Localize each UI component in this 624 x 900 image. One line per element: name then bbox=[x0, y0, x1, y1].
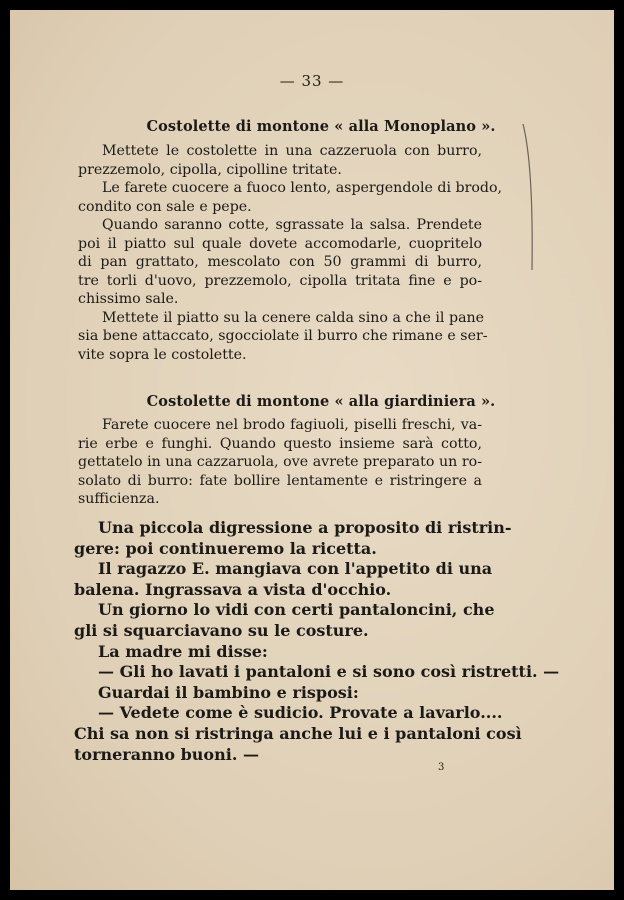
text-line: Mettete il piatto su la cenere calda sino a che il pane bbox=[102, 309, 485, 326]
text-line: Mettete le costolette in una cazzeruola con burro, bbox=[102, 143, 482, 159]
text-line: La madre mi disse: bbox=[98, 641, 268, 661]
recipe-title-giardiniera: Costolette di montone « alla giardiniera ». bbox=[146, 393, 496, 410]
text-line: gli si squarciavano su le costure. bbox=[74, 620, 369, 640]
text-line: balena. Ingrassava a vista d'occhio. bbox=[74, 579, 392, 599]
text-line: torneranno buoni. — bbox=[74, 744, 259, 764]
text-line: chissimo sale. bbox=[78, 291, 179, 307]
text-line: di pan grattato, mescolato con 50 grammi di burro, bbox=[78, 254, 482, 270]
recipe-title-monoplano: Costolette di montone « alla Monoplano ». bbox=[146, 118, 496, 135]
page-edge-crease bbox=[521, 122, 535, 272]
text-line: Le farete cuocere a fuoco lento, aspergendole di brodo, bbox=[102, 180, 503, 196]
text-line: — Vedete come è sudicio. Provate a lavarlo.... bbox=[98, 703, 503, 723]
text-line: prezzemolo, cipolla, cipolline tritate. bbox=[78, 161, 342, 178]
text-line: vite sopra le costolette. bbox=[78, 346, 247, 363]
recipe-body-giardiniera bbox=[78, 416, 482, 509]
text-line: sufficienza. bbox=[78, 491, 160, 507]
text-line: Farete cuocere nel brodo fagiuoli, piselli freschi, va- bbox=[102, 417, 482, 433]
text-line: condito con sale e pepe. bbox=[78, 198, 252, 215]
text-line: Una piccola digressione a proposito di ristrin- bbox=[98, 518, 512, 537]
digression-anecdote bbox=[74, 518, 560, 765]
text-line: Chi sa non si ristringa anche lui e i pantaloni così bbox=[74, 723, 522, 743]
text-line: gettatelo in una cazzaruola, ove avrete preparato un ro- bbox=[78, 454, 482, 470]
text-line: solato di burro: fate bollire lentamente e ristringere a bbox=[78, 472, 482, 489]
text-line: poi il piatto sul quale dovete accomodarle, cuopritelo bbox=[78, 235, 482, 252]
text-line: tre torli d'uovo, prezzemolo, cipolla tritata fine e po- bbox=[78, 272, 482, 289]
text-line: Un giorno lo vidi con certi pantaloncini, che bbox=[98, 600, 495, 620]
text-line: Quando saranno cotte, sgrassate la salsa. Prendete bbox=[102, 217, 482, 233]
book-page bbox=[10, 10, 614, 890]
text-line: sia bene attaccato, sgocciolate il burro che rimane e ser- bbox=[78, 328, 488, 344]
text-line: Guardai il bambino e risposi: bbox=[98, 682, 359, 702]
text-line: — Gli ho lavati i pantaloni e si sono così ristretti. — bbox=[98, 662, 560, 682]
recipe-body-monoplano bbox=[78, 142, 503, 364]
text-line: rie erbe e funghi. Quando questo insieme sarà cotto, bbox=[78, 435, 482, 452]
text-line: Il ragazzo E. mangiava con l'appetito di una bbox=[98, 559, 493, 579]
page-number: — 33 — bbox=[279, 72, 345, 90]
text-line: gere: poi continueremo la ricetta. bbox=[74, 538, 377, 558]
signature-mark: 3 bbox=[438, 762, 445, 773]
